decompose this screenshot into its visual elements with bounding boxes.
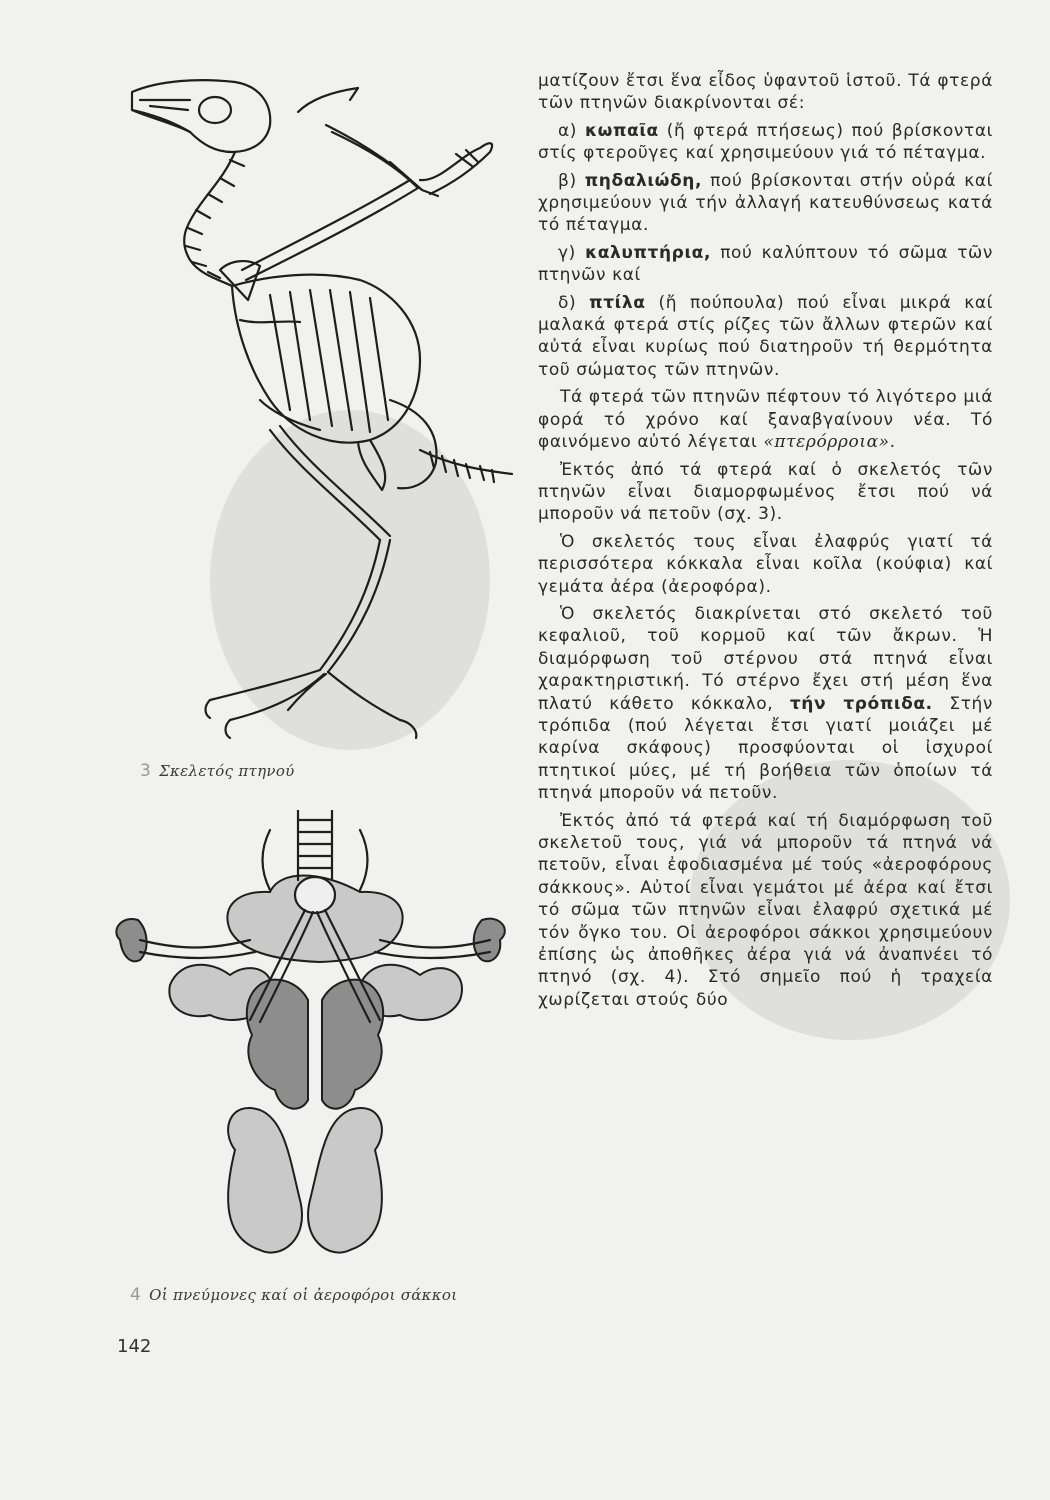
figure3-number: 3	[140, 761, 152, 781]
list-item-c	[538, 242, 993, 287]
item-c-label: γ)	[558, 242, 586, 263]
lung-right	[322, 980, 383, 1109]
bird-skeleton-figure	[120, 70, 520, 760]
lungs-air-sacs-figure	[110, 810, 530, 1285]
item-a-text: (ἤ φτερά πτήσεως) πού βρίσκονται στίς φτεροῦγες καί χρησιμεύουν γιά τό πέταγμα.	[538, 120, 993, 164]
item-b-label: β)	[558, 170, 585, 191]
term-tropida: τήν τρόπιδα.	[789, 693, 933, 714]
list-item-d	[538, 292, 993, 382]
sternum-keel	[358, 440, 385, 490]
syrinx	[295, 877, 335, 913]
ribcage	[232, 275, 420, 443]
figure4-caption	[130, 1285, 457, 1305]
list-item-b	[538, 170, 993, 237]
paragraph-air-sacs: Ἐκτός ἀπό τά φτερά καί τή διαμόρφωση τοῦ σκελετοῦ τους, γιά νά μποροῦν τά πτηνά νά πετοῦν, εἶναι ἐφοδιασμένα μέ τούς «ἀεροφόρους σάκκους». Αὐτοί εἶναι γεμάτοι μέ ἀέρα καί ἔτσι τό σῶμα τῶν πτηνῶν εἶναι ἐλαφρύ σχετικά μέ τόν ὄγκο του. Οἱ ἀεροφόροι σάκκοι χρησιμεύουν ἐπίσης ὡς ἀποθῆκες ἀέρα γιά νά ἀναπνέει τό πτηνό (σχ. 4). Στό σημεῖο πού ἡ τραχεία χωρίζεται στούς δύο	[538, 810, 993, 1010]
pelvis	[390, 400, 437, 488]
term-pterorroia: «πτερόρροια».	[763, 432, 896, 453]
page-number: 142	[117, 1336, 152, 1357]
paragraph-moult	[538, 386, 993, 453]
figure4-number: 4	[130, 1285, 142, 1305]
figure4-caption-text: Οἱ πνεύμονες καί οἱ ἀεροφόροι σάκκοι	[149, 1286, 458, 1304]
list-item-a	[538, 120, 993, 165]
wing-humerus	[242, 180, 410, 270]
tibia	[270, 430, 380, 540]
paragraph-sternum	[538, 603, 993, 805]
paragraph-skeleton-intro: Ἐκτός ἀπό τά φτερά καί ὁ σκελετός τῶν πτηνῶν εἶναι διαμορφωμένος ἔτσι πού νά μποροῦν νά πετοῦν (σχ. 3).	[538, 459, 993, 525]
term-kopaia: κωπαῖα	[584, 120, 659, 141]
item-b-text: πού βρίσκονται στήν οὐρά καί χρησιμεύουν γιά τήν ἀλλαγή κατευθύνσεως κατά τό πέταγμα.	[538, 170, 993, 236]
foot	[210, 670, 400, 720]
wing-tip	[420, 143, 492, 194]
text-column	[538, 70, 993, 1016]
term-pidaliodi: πηδαλιώδη,	[584, 170, 703, 191]
item-c-text: πού καλύπτουν τό σῶμα τῶν πτηνῶν καί	[538, 242, 993, 286]
figure3-caption-text: Σκελετός πτηνού	[159, 762, 295, 780]
item-d-text: (ἤ πούπουλα) πού εἶναι μικρά καί μαλακά φτερά στίς ρίζες τῶν ἄλλων φτερῶν καί αὐτά εἶναι κυρίως πού διατηροῦν τή θερμότητα τοῦ σώματος τῶν πτηνῶν.	[538, 292, 993, 380]
term-ptila: πτίλα	[589, 292, 646, 313]
figure3-caption	[140, 761, 295, 781]
wing-forearm	[326, 125, 410, 180]
sternum-text-end: Στήν τρόπιδα (πού λέγεται ἔτσι γιατί μοιάζει μέ καρίνα σκάφους) προσφύονται οἱ ἰσχυροί πτητικοί μύες, μέ τή βοήθεια τῶν ὁποίων τά πτηνά μποροῦν νά πετοῦν.	[538, 693, 993, 804]
tarsus	[320, 540, 380, 670]
sternum-text: Ὁ σκελετός διακρίνεται στό σκελετό τοῦ κεφαλιοῦ, τοῦ κορμοῦ καί τῶν ἄκρων. Ἡ διαμόρφωση τοῦ στέρνου στά πτηνά εἶναι χαρακτηριστική. Τό στέρνο ἔχει στή μέση ἕνα πλατύ κάθετο κόκκαλο,	[538, 603, 993, 714]
item-d-label: δ)	[558, 292, 590, 313]
item-a-label: α)	[558, 120, 585, 141]
abdominal-air-sac-right	[308, 1108, 382, 1253]
term-kalyptiria: καλυπτήρια,	[585, 242, 712, 263]
abdominal-air-sac-left	[228, 1108, 302, 1253]
moult-text: Τά φτερά τῶν πτηνῶν πέφτουν τό λιγότερο μιά φορά τό χρόνο καί ξαναβγαίνουν νέα. Τό φαινόμενο αὐτό λέγεται	[538, 387, 993, 453]
paragraph-intro: ματίζουν ἔτσι ἕνα εἶδος ὑφαντοῦ ἱστοῦ. Τά φτερά τῶν πτηνῶν διακρίνονται σέ:	[538, 71, 993, 114]
lung-left	[247, 980, 308, 1109]
paragraph-light-skeleton: Ὁ σκελετός τους εἶναι ἐλαφρύς γιατί τά περισσότερα κόκκαλα εἶναι κοῖλα (κούφια) καί γεμάτα ἀέρα (ἀεροφόρα).	[538, 531, 993, 597]
